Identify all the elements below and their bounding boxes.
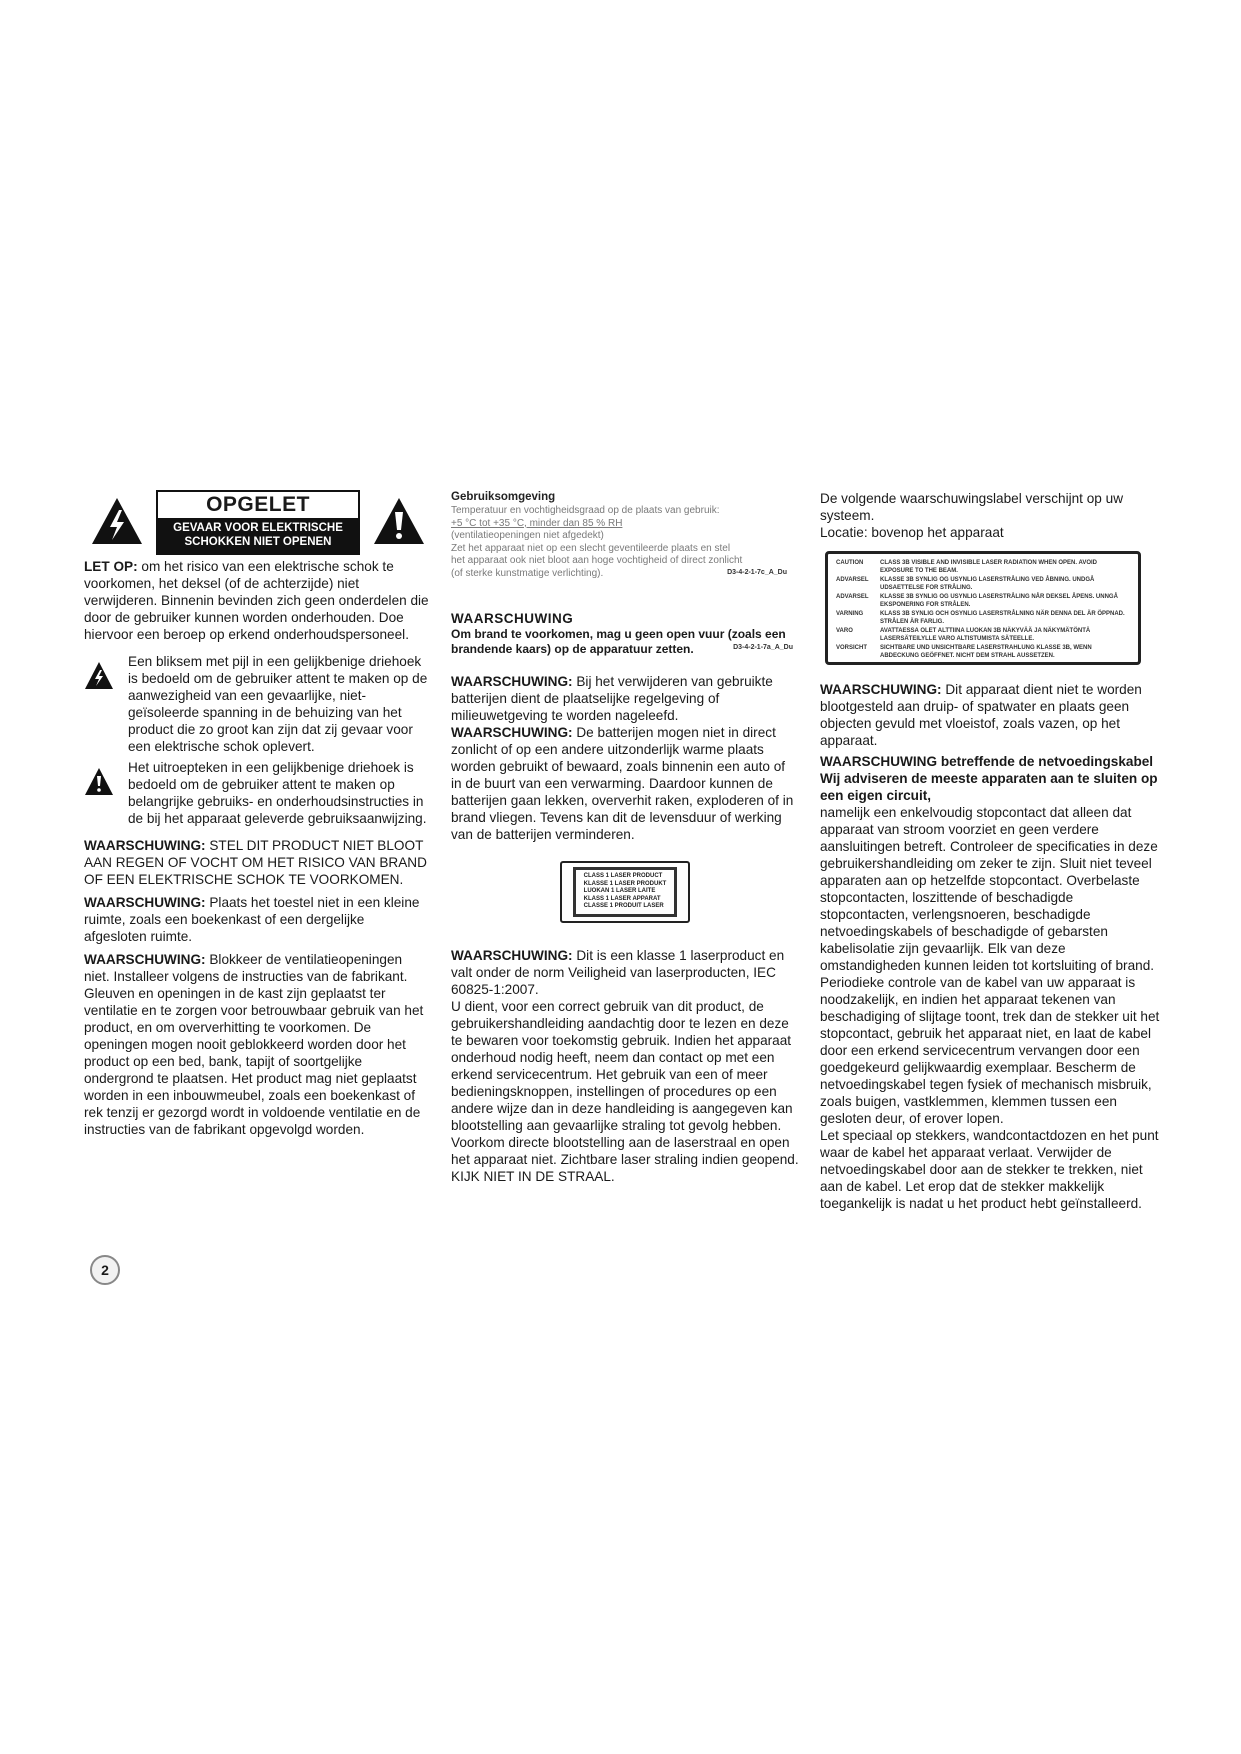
label-lang: VARNING bbox=[836, 611, 864, 617]
warning-text: Dit is een klasse 1 laserproduct en valt onder de norm Veiligheid van laserproducten, IEC 60825-1:2007. bbox=[451, 948, 785, 997]
exclamation-triangle-small-icon bbox=[84, 767, 114, 797]
fire-warning-text: Om brand te voorkomen, mag u geen open vuur (zoals een brandende kaars) op de apparatuur zetten. bbox=[451, 627, 786, 656]
cable-text: Let speciaal op stekkers, wandcontactdozen en het punt waar de kabel het apparaat verlaat. Verwijder de netvoedingskabel door aan de stekker te trekken, niet aan de kabel. Let erop dat de stekker makkelijk toegankelijk is nadat u het product hebt geïnstalleerd. bbox=[820, 1128, 1159, 1211]
label-lang: ADVARSEL bbox=[836, 594, 869, 600]
fire-warning-title: WAARSCHUWING bbox=[451, 611, 574, 626]
exclamation-triangle-icon bbox=[372, 496, 426, 546]
warning-rain bbox=[84, 837, 430, 888]
battery-warning-1 bbox=[451, 673, 799, 724]
label-text: KLASSE 3B SYNLIG OG USYNLIG LASERSTRÅLING NÅR DEKSEL ÅPENS. UNNGÅ EKSPONERING FOR STRÅLEN. bbox=[880, 594, 1118, 608]
laser-label-line: CLASSE 1 PRODUIT LASER bbox=[583, 903, 664, 910]
env-line: (ventilatieopeningen niet afgedekt) bbox=[451, 530, 604, 541]
env-line: Temperatuur en vochtigheidsgraad op de plaats van gebruik: bbox=[451, 505, 720, 516]
laser-label-line: KLASSE 1 LASER PRODUKT bbox=[583, 880, 667, 887]
env-line: Zet het apparaat niet op een slecht geventileerde plaats en stel het apparaat ook niet bloot aan hoge vochtigheid of direct zonlicht (of sterke kunstmatige verlichting). bbox=[451, 542, 743, 579]
label-text: KLASS 3B SYNLIG OCH OSYNLIG LASERSTRÅLNING NÄR DENNA DEL ÄR ÖPPNAD. STRÅLEN ÄR FARLIG. bbox=[880, 611, 1125, 625]
warning-label: WAARSCHUWING: bbox=[451, 948, 573, 963]
lightning-triangle-icon bbox=[90, 496, 144, 546]
page-number: 2 bbox=[90, 1255, 120, 1285]
warning-label: WAARSCHUWING: bbox=[84, 838, 206, 853]
caution-subtitle: GEVAAR VOOR ELEKTRISCHE SCHOKKEN NIET OPENEN bbox=[158, 518, 358, 553]
warning-ventilation bbox=[84, 951, 430, 1138]
warning-label: WAARSCHUWING: bbox=[451, 674, 573, 689]
caution-box bbox=[156, 490, 360, 555]
warning-text: Dit apparaat dient niet te worden blootgesteld aan druip- of spatwater en plaats geen objecten gevuld met vloeistof, zoals vazen, op het apparaat. bbox=[820, 682, 1142, 748]
label-lang: ADVARSEL bbox=[836, 577, 869, 583]
warning-label: WAARSCHUWING: bbox=[84, 952, 206, 967]
letop-paragraph bbox=[84, 558, 430, 643]
label-text: KLASSE 3B SYNLIG OG USYNLIG LASERSTRÅLING VED ÅBNING. UNDGÅ UDSAETTELSE FOR STRÅLING. bbox=[880, 577, 1095, 591]
battery-warning-2 bbox=[451, 724, 799, 843]
cable-warning-subtitle: Wij adviseren de meeste apparaten aan te sluiten op een eigen circuit, bbox=[820, 771, 1158, 803]
lightning-triangle-small-icon bbox=[84, 661, 114, 691]
lightning-explanation bbox=[84, 653, 430, 755]
class1-laser-label bbox=[560, 861, 690, 923]
laser-label-line: KLASS 1 LASER APPARAT bbox=[583, 895, 661, 902]
caution-title: OPGELET bbox=[206, 493, 310, 516]
warning-text: Bij het verwijderen van gebruikte batterijen dient de plaatselijke regelgeving of milieuwetgeving te worden nageleefd. bbox=[451, 674, 773, 723]
env-title: Gebruiksomgeving bbox=[451, 491, 556, 503]
label-location: Locatie: bovenop het apparaat bbox=[820, 525, 1004, 540]
exclamation-explanation bbox=[84, 759, 430, 827]
label-intro: De volgende waarschuwingslabel verschijnt op uw systeem. bbox=[820, 491, 1124, 523]
label-text: CLASS 3B VISIBLE AND INVISIBLE LASER RADIATION WHEN OPEN. AVOID EXPOSURE TO THE BEAM. bbox=[880, 560, 1098, 574]
warning-space bbox=[84, 894, 430, 945]
warning-label: WAARSCHUWING: bbox=[84, 895, 206, 910]
label-lang: VARO bbox=[836, 628, 853, 634]
laser-usage-text: U dient, voor een correct gebruik van dit product, de gebruikershandleiding aandachtig door te lezen en deze te bewaren voor toekomstig gebruik. Indien het apparaat onderhoud nodig heeft, neem dan contact op met een erkend servicecentrum. Het gebruik van een of meer bedieningsknoppen, instellingen of procedures op een andere wijze dan in deze handleiding is aangegeven kan blootstelling aan gevaarlijke straling tot gevolg hebben. Voorkom directe blootstelling aan de laserstraal en open het apparaat niet. Zichtbare laser straling indien geopend. KIJK NIET IN DE STRAAL. bbox=[451, 999, 799, 1184]
splash-warning bbox=[820, 681, 1165, 749]
fire-warning bbox=[451, 627, 799, 657]
label-text: SICHTBARE UND UNSICHTBARE LASERSTRAHLUNG KLASSE 3B, WENN ABDECKUNG GEÖFFNET. NICHT DEM STRAHL AUSSETZEN. bbox=[880, 645, 1092, 659]
class3b-laser-label bbox=[825, 551, 1141, 665]
label-text: AVATTAESSA OLET ALTTIINA LUOKAN 3B NÄKYVÄÄ JA NÄKYMÄTÖNTÄ LASERSÄTEILYLLE VARO ALTISTUMISTA SÄTEELLE. bbox=[880, 628, 1091, 642]
letop-label: LET OP: bbox=[84, 559, 138, 574]
cable-warning-title: WAARSCHUWING betreffende de netvoedingskabel bbox=[820, 754, 1154, 769]
exclamation-text: Het uitroepteken in een gelijkbenige driehoek is bedoeld om de gebruiker attent te maken op belangrijke gebruiks- en onderhoudsinstructies in de bij het apparaat geleverde gebruiksaanwijzing. bbox=[128, 760, 427, 826]
doc-code: D3-4-2-1-7c_A_Du bbox=[727, 568, 787, 576]
warning-label: WAARSCHUWING: bbox=[451, 725, 573, 740]
letop-text: om het risico van een elektrische schok te voorkomen, het deksel (of de achterzijde) niet verwijderen. Binnenin bevinden zich geen onderdelen die door de gebruiker kunnen worden onderhouden. Doe hiervoor een beroep op erkend onderhoudspersoneel. bbox=[84, 559, 429, 642]
warning-text: Blokkeer de ventilatieopeningen niet. Installeer volgens de instructies van de fabrikant. Gleuven en openingen in de kast zijn geplaatst ter ventilatie en te zorgen voor betrouwbaar gebruik van het product, en om oververhitting te voorkomen. De openingen mogen nooit geblokkeerd worden door het product op een bed, bank, tapijt of soortgelijke ondergrond te plaatsen. Het product mag niet geplaatst worden in een inbouwmeubel, zoals een boekenkast of rek tenzij er gezorgd wordt in voldoende ventilatie en de instructies van de fabrikant opgevolgd worden. bbox=[84, 952, 424, 1137]
label-lang: CAUTION bbox=[836, 560, 864, 566]
lightning-text: Een bliksem met pijl in een gelijkbenige driehoek is bedoeld om de gebruiker attent te maken op de aanwezigheid van een gevaarlijke, niet-geïsoleerde spanning in de behuizing van het product die zo groot kan zijn dat zij gevaar voor een elektrische schok oplevert. bbox=[128, 654, 428, 754]
label-lang: VORSICHT bbox=[836, 645, 868, 651]
column-middle bbox=[451, 490, 799, 1185]
warning-text: De batterijen mogen niet in direct zonlicht of op een andere uitzonderlijk warme plaats worden gebruikt of bewaard, zoals binnenin een auto of in de buurt van een verwarming. Daardoor kunnen de batterijen gaan lekken, oververhit raken, exploderen of in brand vliegen. Tevens kan dit de levensduur of werking van de batterijen verminderen. bbox=[451, 725, 794, 842]
doc-code: D3-4-2-1-7a_A_Du bbox=[733, 644, 793, 651]
laser-label-line: LUOKAN 1 LASER LAITE bbox=[583, 888, 656, 895]
laser-label-line: CLASS 1 LASER PRODUCT bbox=[583, 873, 663, 880]
warning-label: WAARSCHUWING: bbox=[820, 682, 942, 697]
warning-text: STEL DIT PRODUCT NIET BLOOT AAN REGEN OF VOCHT OM HET RISICO VAN BRAND OF EEN ELEKTRISCHE SCHOK TE VOORKOMEN. bbox=[84, 838, 427, 887]
laser-warning bbox=[451, 947, 799, 998]
usage-environment bbox=[451, 490, 799, 580]
column-right bbox=[820, 490, 1165, 1212]
warning-text: Plaats het toestel niet in een kleine ruimte, zoals een boekenkast of een dergelijke afgesloten ruimte. bbox=[84, 895, 420, 944]
cable-text: namelijk een enkelvoudig stopcontact dat alleen dat apparaat van stroom voorziet en geen verdere aansluitingen betreft. Controleer de specificaties in deze gebruikershandleiding om zeker te zijn. Sluit niet teveel apparaten aan op hetzelfde stopcontact. Overbelaste stopcontacten, loszittende of beschadigde stopcontacten, verlengsnoeren, beschadigde netvoedingskabels of beschadigde of gebarsten kabelisolatie zijn gevaarlijk. Elk van deze omstandigheden kunnen leiden tot kortsluiting of brand. Periodieke controle van de kabel van uw apparaat is noodzakelijk, en indien het apparaat tekenen van beschadiging of slijtage toont, trek dan de stekker uit het stopcontact, gebruik het apparaat niet, en laat de kabel door een erkend servicecentrum vervangen door een goedgekeurd gelijkwaardig exemplaar. Bescherm de netvoedingskabel tegen fysiek of mechanisch misbruik, zoals buigen, vastklemmen, klemmen tussen een gesloten deur, of erover lopen. bbox=[820, 805, 1160, 1126]
caution-header bbox=[84, 490, 430, 552]
column-left bbox=[84, 490, 430, 1138]
env-line: +5 °C tot +35 °C, minder dan 85 % RH bbox=[451, 517, 623, 529]
